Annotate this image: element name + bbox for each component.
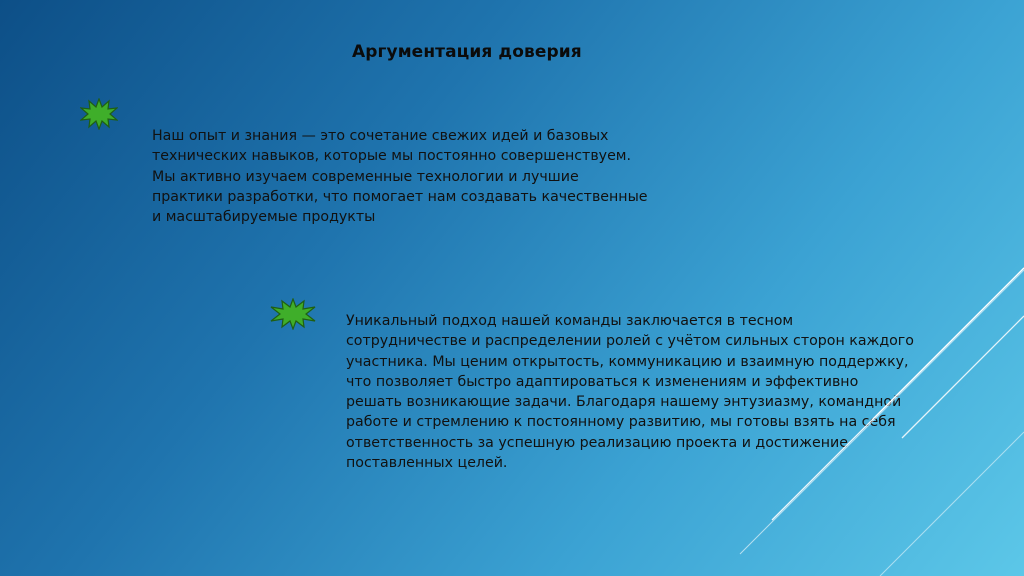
deco-line bbox=[772, 268, 1024, 520]
deco-line bbox=[880, 432, 1024, 576]
paragraph-team-approach: Уникальный подход нашей команды заключается в тесном сотрудничестве и распределении ролей с учётом сильных сторон каждого участника. Мы ценим открытость, коммуникацию и взаимную поддержку, что позволяет быстро адаптироваться к изменениям и эффективно решать возникающие задачи. Благодаря нашему энтузиазму, командной работе и стремлению к постоянному развитию, мы готовы взять на себя ответственность за успешную реализацию проекта и достижение поставленных целей. bbox=[346, 313, 914, 472]
deco-line bbox=[902, 316, 1024, 438]
paragraph-experience: Наш опыт и знания — это сочетание свежих идей и базовых технических навыков, которые мы постоянно совершенствуем. Мы активно изучаем современные технологии и лучшие практики разработки, что помогает нам создавать качественные и масштабируемые продукты bbox=[152, 128, 648, 226]
slide-title: Аргументация доверия bbox=[352, 42, 582, 62]
deco-line bbox=[740, 270, 1024, 554]
